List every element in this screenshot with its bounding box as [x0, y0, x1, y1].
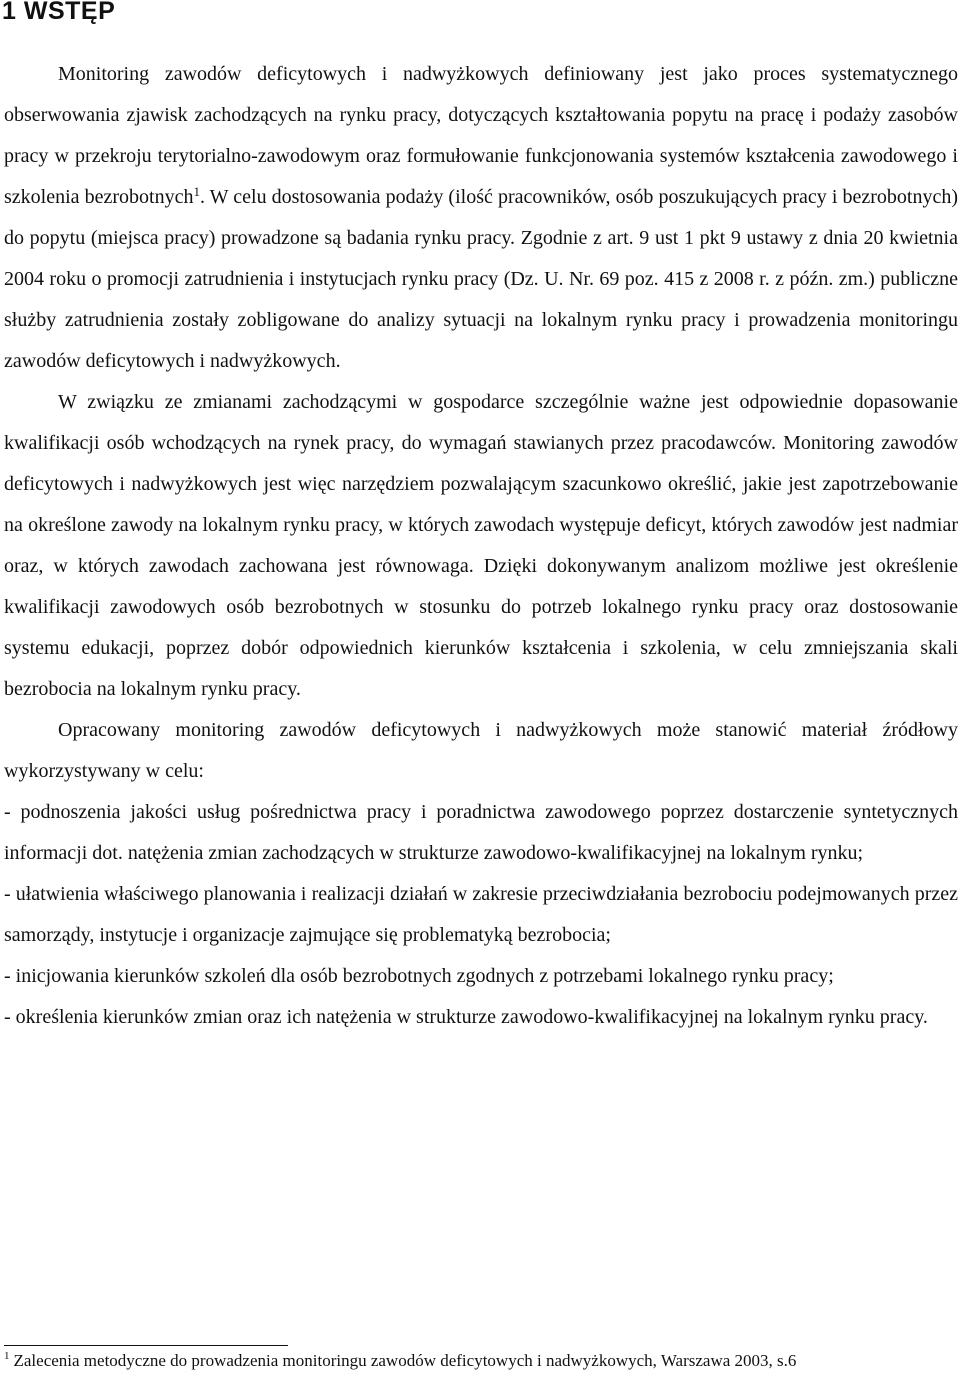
paragraph-intro-text-before-ref: Monitoring zawodów deficytowych i nadwyżkowych definiowany jest jako proces systematycznego obserwowania zjawisk zachodzących na rynku pracy, dotyczących kształtowania popytu na pracę i podaży zasobów pracy w przekroju terytorialno-zawodowym oraz formułowanie funkcjonowania systemów kształcenia zawodowego i szkolenia bezrobotnych [4, 63, 958, 208]
list-item: - inicjowania kierunków szkoleń dla osób bezrobotnych zgodnych z potrzebami lokalnego rynku pracy; [4, 965, 834, 987]
paragraph-purpose: Opracowany monitoring zawodów deficytowych i nadwyżkowych może stanowić materiał źródłowy wykorzystywany w celu: [4, 719, 958, 782]
list-item: - określenia kierunków zmian oraz ich natężenia w strukturze zawodowo-kwalifikacyjnej na lokalnym rynku pracy. [4, 1006, 928, 1028]
footnote-number: 1 [4, 1350, 10, 1362]
body-text [4, 54, 958, 1038]
list-item: - ułatwienia właściwego planowania i realizacji działań w zakresie przeciwdziałania bezrobociu podejmowanych przez samorządy, instytucje i organizacje zajmujące się problematyką bezrobocia; [4, 883, 958, 946]
section-heading: 1 WSTĘP [2, 0, 116, 25]
footnote-divider [4, 1345, 288, 1346]
footnote [4, 1350, 958, 1372]
paragraph-intro-text-after-ref: . W celu dostosowania podaży (ilość pracowników, osób poszukujących pracy i bezrobotnych) do popytu (miejsca pracy) prowadzone są badania rynku pracy. Zgodnie z art. 9 ust 1 pkt 9 ustawy z dnia 20 kwietnia 2004 roku o promocji zatrudnienia i instytucjach rynku pracy (Dz. U. Nr. 69 poz. 415 z 2008 r. z późn. zm.) publiczne służby zatrudnienia zostały zobligowane do analizy sytuacji na lokalnym rynku pracy i prowadzenia monitoringu zawodów deficytowych i nadwyżkowych. [4, 186, 958, 372]
list-item: - podnoszenia jakości usług pośrednictwa pracy i poradnictwa zawodowego poprzez dostarczenie syntetycznych informacji dot. natężenia zmian zachodzących w strukturze zawodowo-kwalifikacyjnej na lokalnym rynku; [4, 801, 958, 864]
footnote-text: Zalecenia metodyczne do prowadzenia monitoringu zawodów deficytowych i nadwyżkowych, Warszawa 2003, s.6 [13, 1351, 797, 1370]
footnote-reference[interactable]: 1 [193, 184, 200, 199]
paragraph-economy: W związku ze zmianami zachodzącymi w gospodarce szczególnie ważne jest odpowiednie dopasowanie kwalifikacji osób wchodzących na rynek pracy, do wymagań stawianych przez pracodawców. Monitoring zawodów deficytowych i nadwyżkowych jest więc narzędziem pozwalającym szacunkowo określić, jakie jest zapotrzebowanie na określone zawody na lokalnym rynku pracy, w których zawodach występuje deficyt, których zawodów jest nadmiar oraz, w których zawodach zachowana jest równowaga. Dzięki dokonywanym analizom możliwe jest określenie kwalifikacji zawodowych osób bezrobotnych w stosunku do potrzeb lokalnego rynku pracy oraz dostosowanie systemu edukacji, poprzez dobór odpowiednich kierunków kształcenia i szkolenia, w celu zmniejszania skali bezrobocia na lokalnym rynku pracy. [4, 391, 958, 700]
paragraph-intro [4, 54, 958, 382]
